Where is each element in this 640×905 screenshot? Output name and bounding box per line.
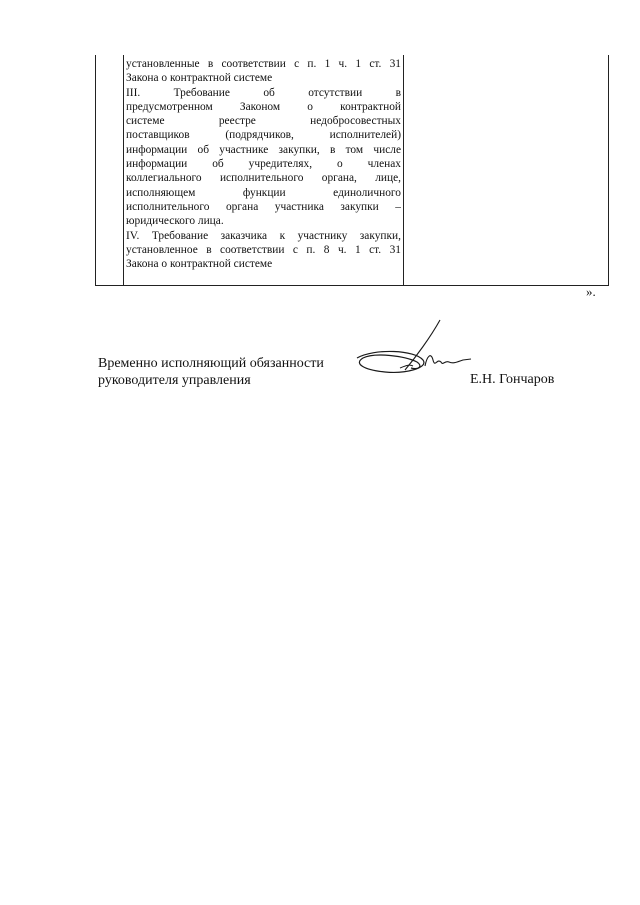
requirement-line: установленное в соответствии с п. 8 ч. 1 ст. 31 [126, 243, 401, 256]
signatory-position-line-2: руководителя управления [98, 373, 251, 388]
signatory-position-line-1: Временно исполняющий обязанности [98, 356, 324, 371]
requirement-line: предусмотренном Законом о контрактной [126, 100, 401, 113]
requirement-line: юридического лица. [126, 215, 224, 228]
requirement-line: исполняющем функции единоличного [126, 186, 401, 199]
requirement-line: Закона о контрактной системе [126, 258, 273, 271]
closing-quote: ». [586, 284, 596, 299]
handwritten-signature [345, 318, 475, 393]
requirement-line: Закона о контрактной системе [126, 72, 273, 85]
signatory-name: Е.Н. Гончаров [470, 372, 555, 387]
signatory-position [98, 355, 324, 389]
table-column-divider-2 [403, 55, 404, 285]
requirement-line: IV. Требование заказчика к участнику закупки, [126, 229, 401, 242]
requirement-line: коллегиального исполнительного органа, лице, [126, 172, 401, 185]
requirements-cell [126, 57, 401, 271]
requirement-line: III. Требование об отсутствии в [126, 86, 401, 99]
requirement-line: установленные в соответствии с п. 1 ч. 1 ст. 31 [126, 58, 401, 70]
requirement-line: информации об учредителях, о членах [126, 158, 401, 171]
requirement-line: поставщиков (подрядчиков, исполнителей) [126, 129, 401, 142]
table-continuation [95, 55, 609, 286]
requirement-line: системе реестре недобросовестных [126, 115, 401, 128]
requirement-line: исполнительного органа участника закупки – [126, 200, 401, 213]
requirement-line: информации об участнике закупки, в том числе [126, 143, 401, 156]
table-column-divider-1 [123, 55, 124, 285]
